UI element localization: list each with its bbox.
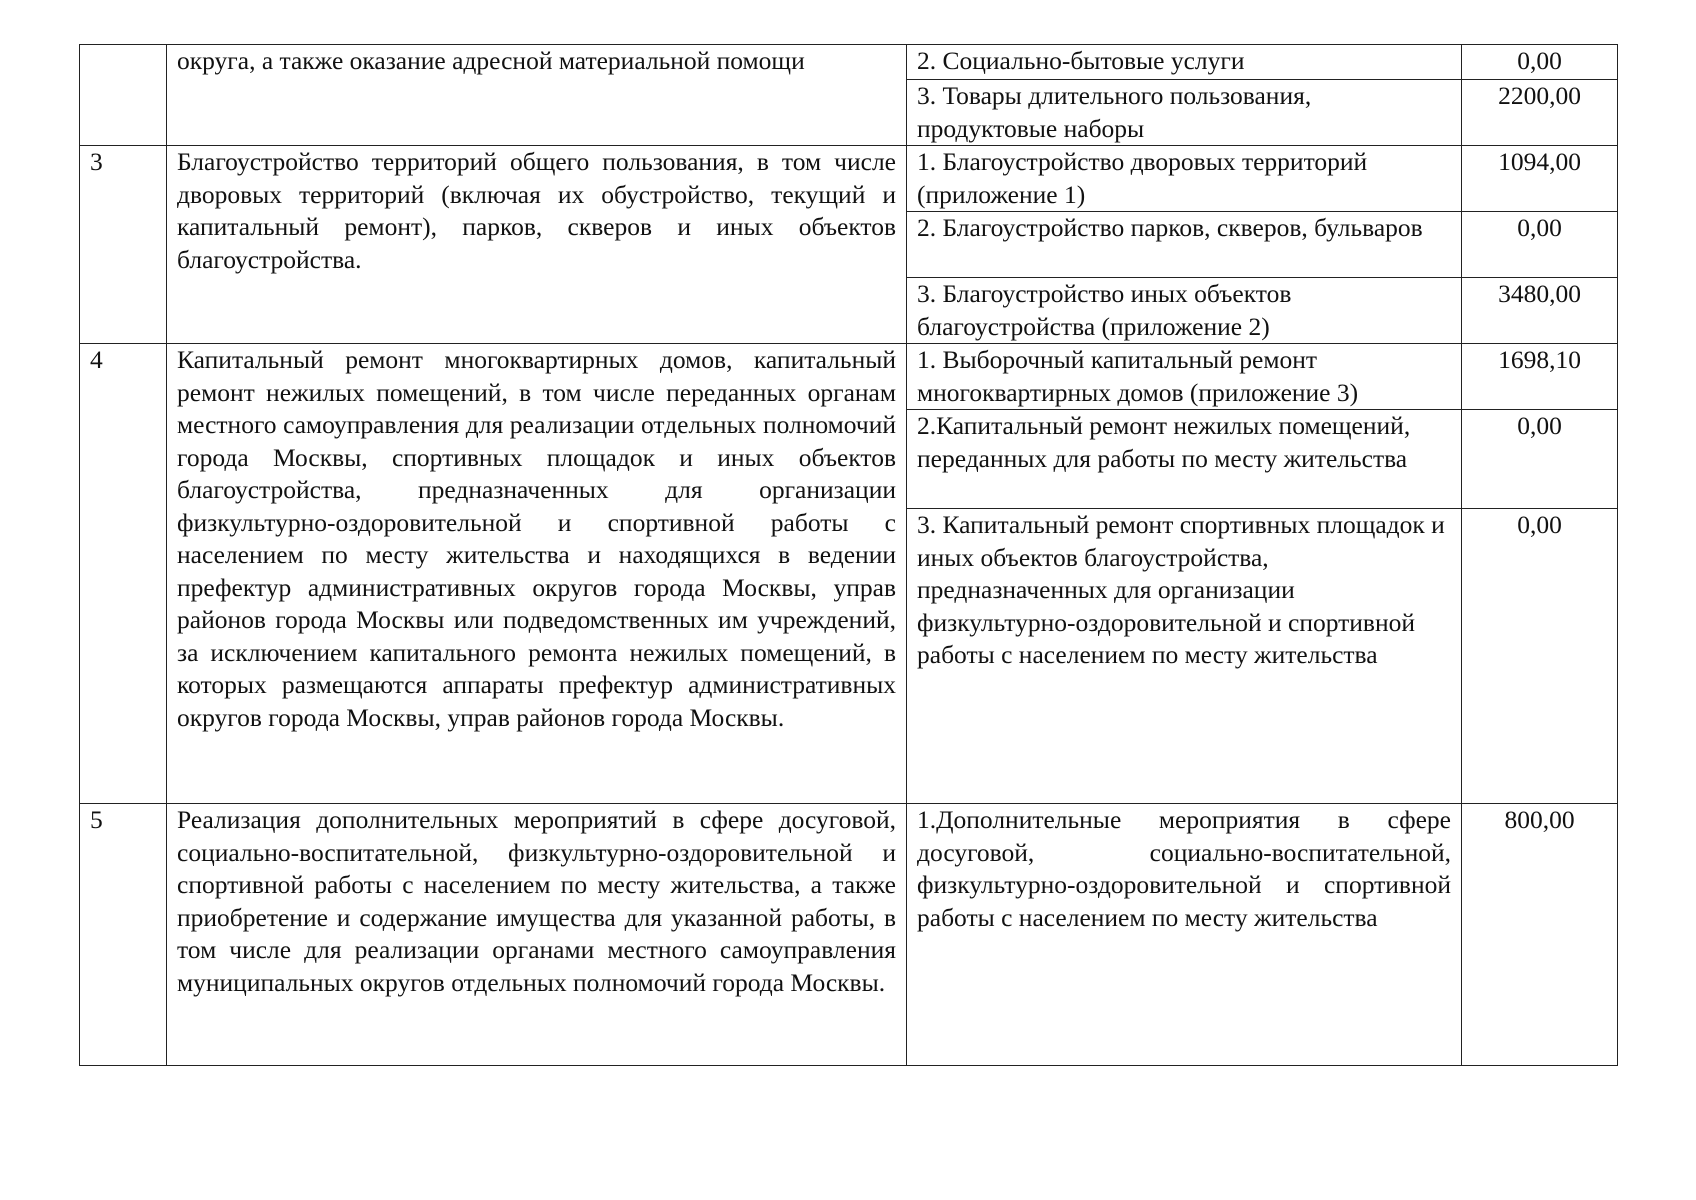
item-amount: 1698,10 [1462, 344, 1618, 410]
table-row [80, 45, 1618, 80]
row-number: 5 [80, 804, 167, 1066]
item-amount: 0,00 [1462, 410, 1618, 509]
row-number: 3 [80, 146, 167, 344]
item-label: 1.Дополнительные мероприятия в сфере досуговой, социально-воспитательной, физкультурно-оздоровительной и спортивной работы с населением по месту жительства [907, 804, 1462, 1066]
item-amount: 0,00 [1462, 45, 1618, 80]
item-label: 3. Благоустройство иных объектов благоустройства (приложение 2) [907, 278, 1462, 344]
row-number: 4 [80, 344, 167, 804]
item-amount: 2200,00 [1462, 80, 1618, 146]
item-label: 2. Социально-бытовые услуги [907, 45, 1462, 80]
program-table [79, 44, 1618, 1066]
item-label: 3. Товары длительного пользования, продуктовые наборы [907, 80, 1462, 146]
item-label: 2.Капитальный ремонт нежилых помещений, переданных для работы по месту жительства [907, 410, 1462, 509]
item-label: 1. Выборочный капитальный ремонт многоквартирных домов (приложение 3) [907, 344, 1462, 410]
item-amount: 800,00 [1462, 804, 1618, 1066]
row-number [80, 45, 167, 146]
item-amount: 0,00 [1462, 212, 1618, 278]
row-description: Капитальный ремонт многоквартирных домов, капитальный ремонт нежилых помещений, в том числе переданных органам местного самоуправления для реализации отдельных полномочий города Москвы, спортивных площадок и иных объектов благоустройства, предназначенных для организации физкультурно-оздоровительной и спортивной работы с населением по месту жительства и находящихся в ведении префектур административных округов города Москвы, управ районов города Москвы или подведомственных им учреждений, за исключением капитального ремонта нежилых помещений, в которых размещаются аппараты префектур административных округов города Москвы, управ районов города Москвы. [167, 344, 907, 804]
table-row [80, 344, 1618, 410]
table-row [80, 804, 1618, 1066]
row-description: Реализация дополнительных мероприятий в сфере досуговой, социально-воспитательной, физкультурно-оздоровительной и спортивной работы с населением по месту жительства, а также приобретение и содержание имущества для указанной работы, в том числе для реализации органами местного самоуправления муниципальных округов отдельных полномочий города Москвы. [167, 804, 907, 1066]
item-label: 3. Капитальный ремонт спортивных площадок и иных объектов благоустройства, предназначенных для организации физкультурно-оздоровительной и спортивной работы с населением по месту жительства [907, 509, 1462, 804]
table-row [80, 146, 1618, 212]
row-description: Благоустройство территорий общего пользования, в том числе дворовых территорий (включая их обустройство, текущий и капитальный ремонт), парков, скверов и иных объектов благоустройства. [167, 146, 907, 344]
item-amount: 3480,00 [1462, 278, 1618, 344]
row-description: округа, а также оказание адресной материальной помощи [167, 45, 907, 146]
item-amount: 1094,00 [1462, 146, 1618, 212]
item-amount: 0,00 [1462, 509, 1618, 804]
item-label: 1. Благоустройство дворовых территорий (приложение 1) [907, 146, 1462, 212]
item-label: 2. Благоустройство парков, скверов, бульваров [907, 212, 1462, 278]
